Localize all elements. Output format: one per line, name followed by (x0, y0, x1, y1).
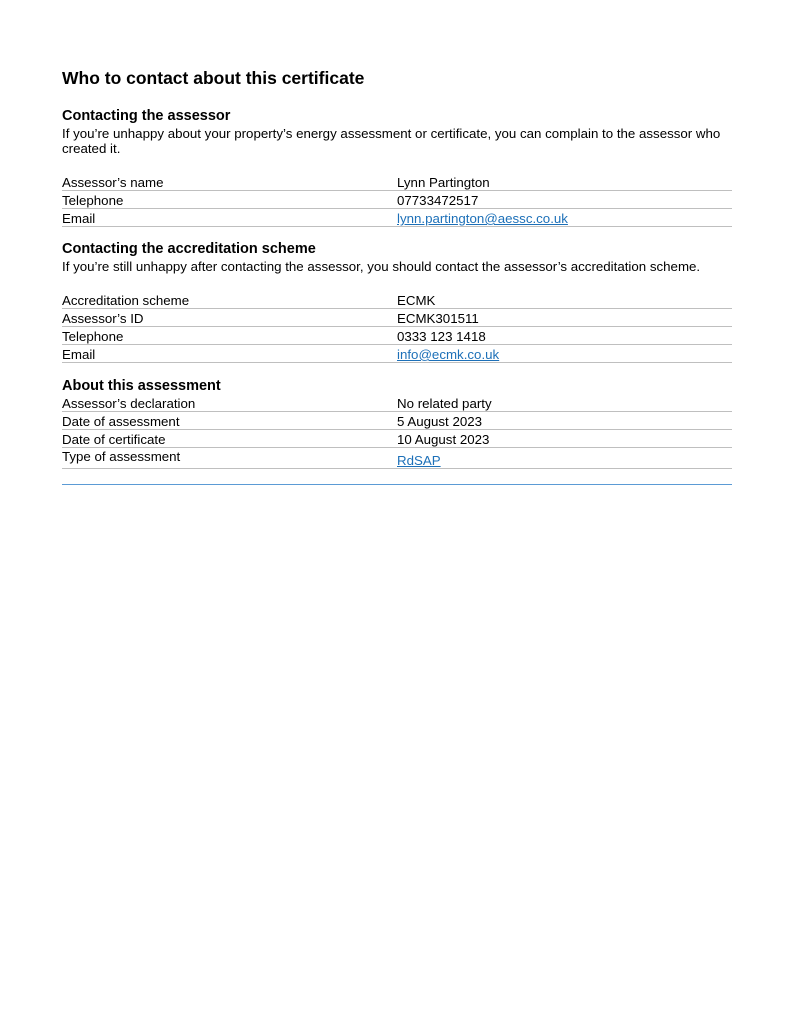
assessment-type-link[interactable]: RdSAP (397, 453, 441, 468)
page-title: Who to contact about this certificate (62, 68, 365, 88)
assessor-id-label: Assessor’s ID (62, 309, 397, 327)
table-row (62, 309, 732, 327)
assessment-section-heading: About this assessment (62, 378, 221, 394)
scheme-name-value: ECMK (397, 291, 732, 309)
assessment-date-label: Date of assessment (62, 412, 397, 430)
table-row (62, 430, 732, 448)
scheme-telephone-label: Telephone (62, 327, 397, 345)
assessor-email-label: Email (62, 209, 397, 227)
table-row (62, 345, 732, 363)
scheme-telephone-value: 0333 123 1418 (397, 327, 732, 345)
assessor-telephone-value: 07733472517 (397, 191, 732, 209)
assessor-telephone-label: Telephone (62, 191, 397, 209)
certificate-date-value: 10 August 2023 (397, 430, 732, 448)
assessor-section-intro: If you’re unhappy about your property’s energy assessment or certificate, you can complain to the assessor who created it. (62, 126, 721, 156)
table-row (62, 327, 732, 345)
assessment-type-label: Type of assessment (62, 448, 397, 469)
declaration-value: No related party (397, 394, 732, 412)
scheme-section-heading: Contacting the accreditation scheme (62, 241, 316, 257)
table-row (62, 291, 732, 309)
scheme-name-label: Accreditation scheme (62, 291, 397, 309)
assessor-id-value: ECMK301511 (397, 309, 732, 327)
section-divider (62, 484, 732, 485)
table-row (62, 394, 732, 412)
table-row (62, 173, 732, 191)
scheme-section-intro: If you’re still unhappy after contacting the assessor, you should contact the assessor’s accreditation scheme. (62, 259, 701, 274)
certificate-date-label: Date of certificate (62, 430, 397, 448)
assessor-name-label: Assessor’s name (62, 173, 397, 191)
assessor-email-link[interactable]: lynn.partington@aessc.co.uk (397, 211, 568, 226)
assessment-details-table (62, 394, 732, 469)
scheme-email-link[interactable]: info@ecmk.co.uk (397, 347, 500, 362)
assessor-section-heading: Contacting the assessor (62, 108, 231, 124)
table-row (62, 209, 732, 227)
assessment-date-value: 5 August 2023 (397, 412, 732, 430)
declaration-label: Assessor’s declaration (62, 394, 397, 412)
scheme-contact-table (62, 291, 732, 363)
assessor-name-value: Lynn Partington (397, 173, 732, 191)
assessor-contact-table (62, 173, 732, 227)
scheme-email-label: Email (62, 345, 397, 363)
table-row (62, 412, 732, 430)
table-row (62, 448, 732, 469)
table-row (62, 191, 732, 209)
